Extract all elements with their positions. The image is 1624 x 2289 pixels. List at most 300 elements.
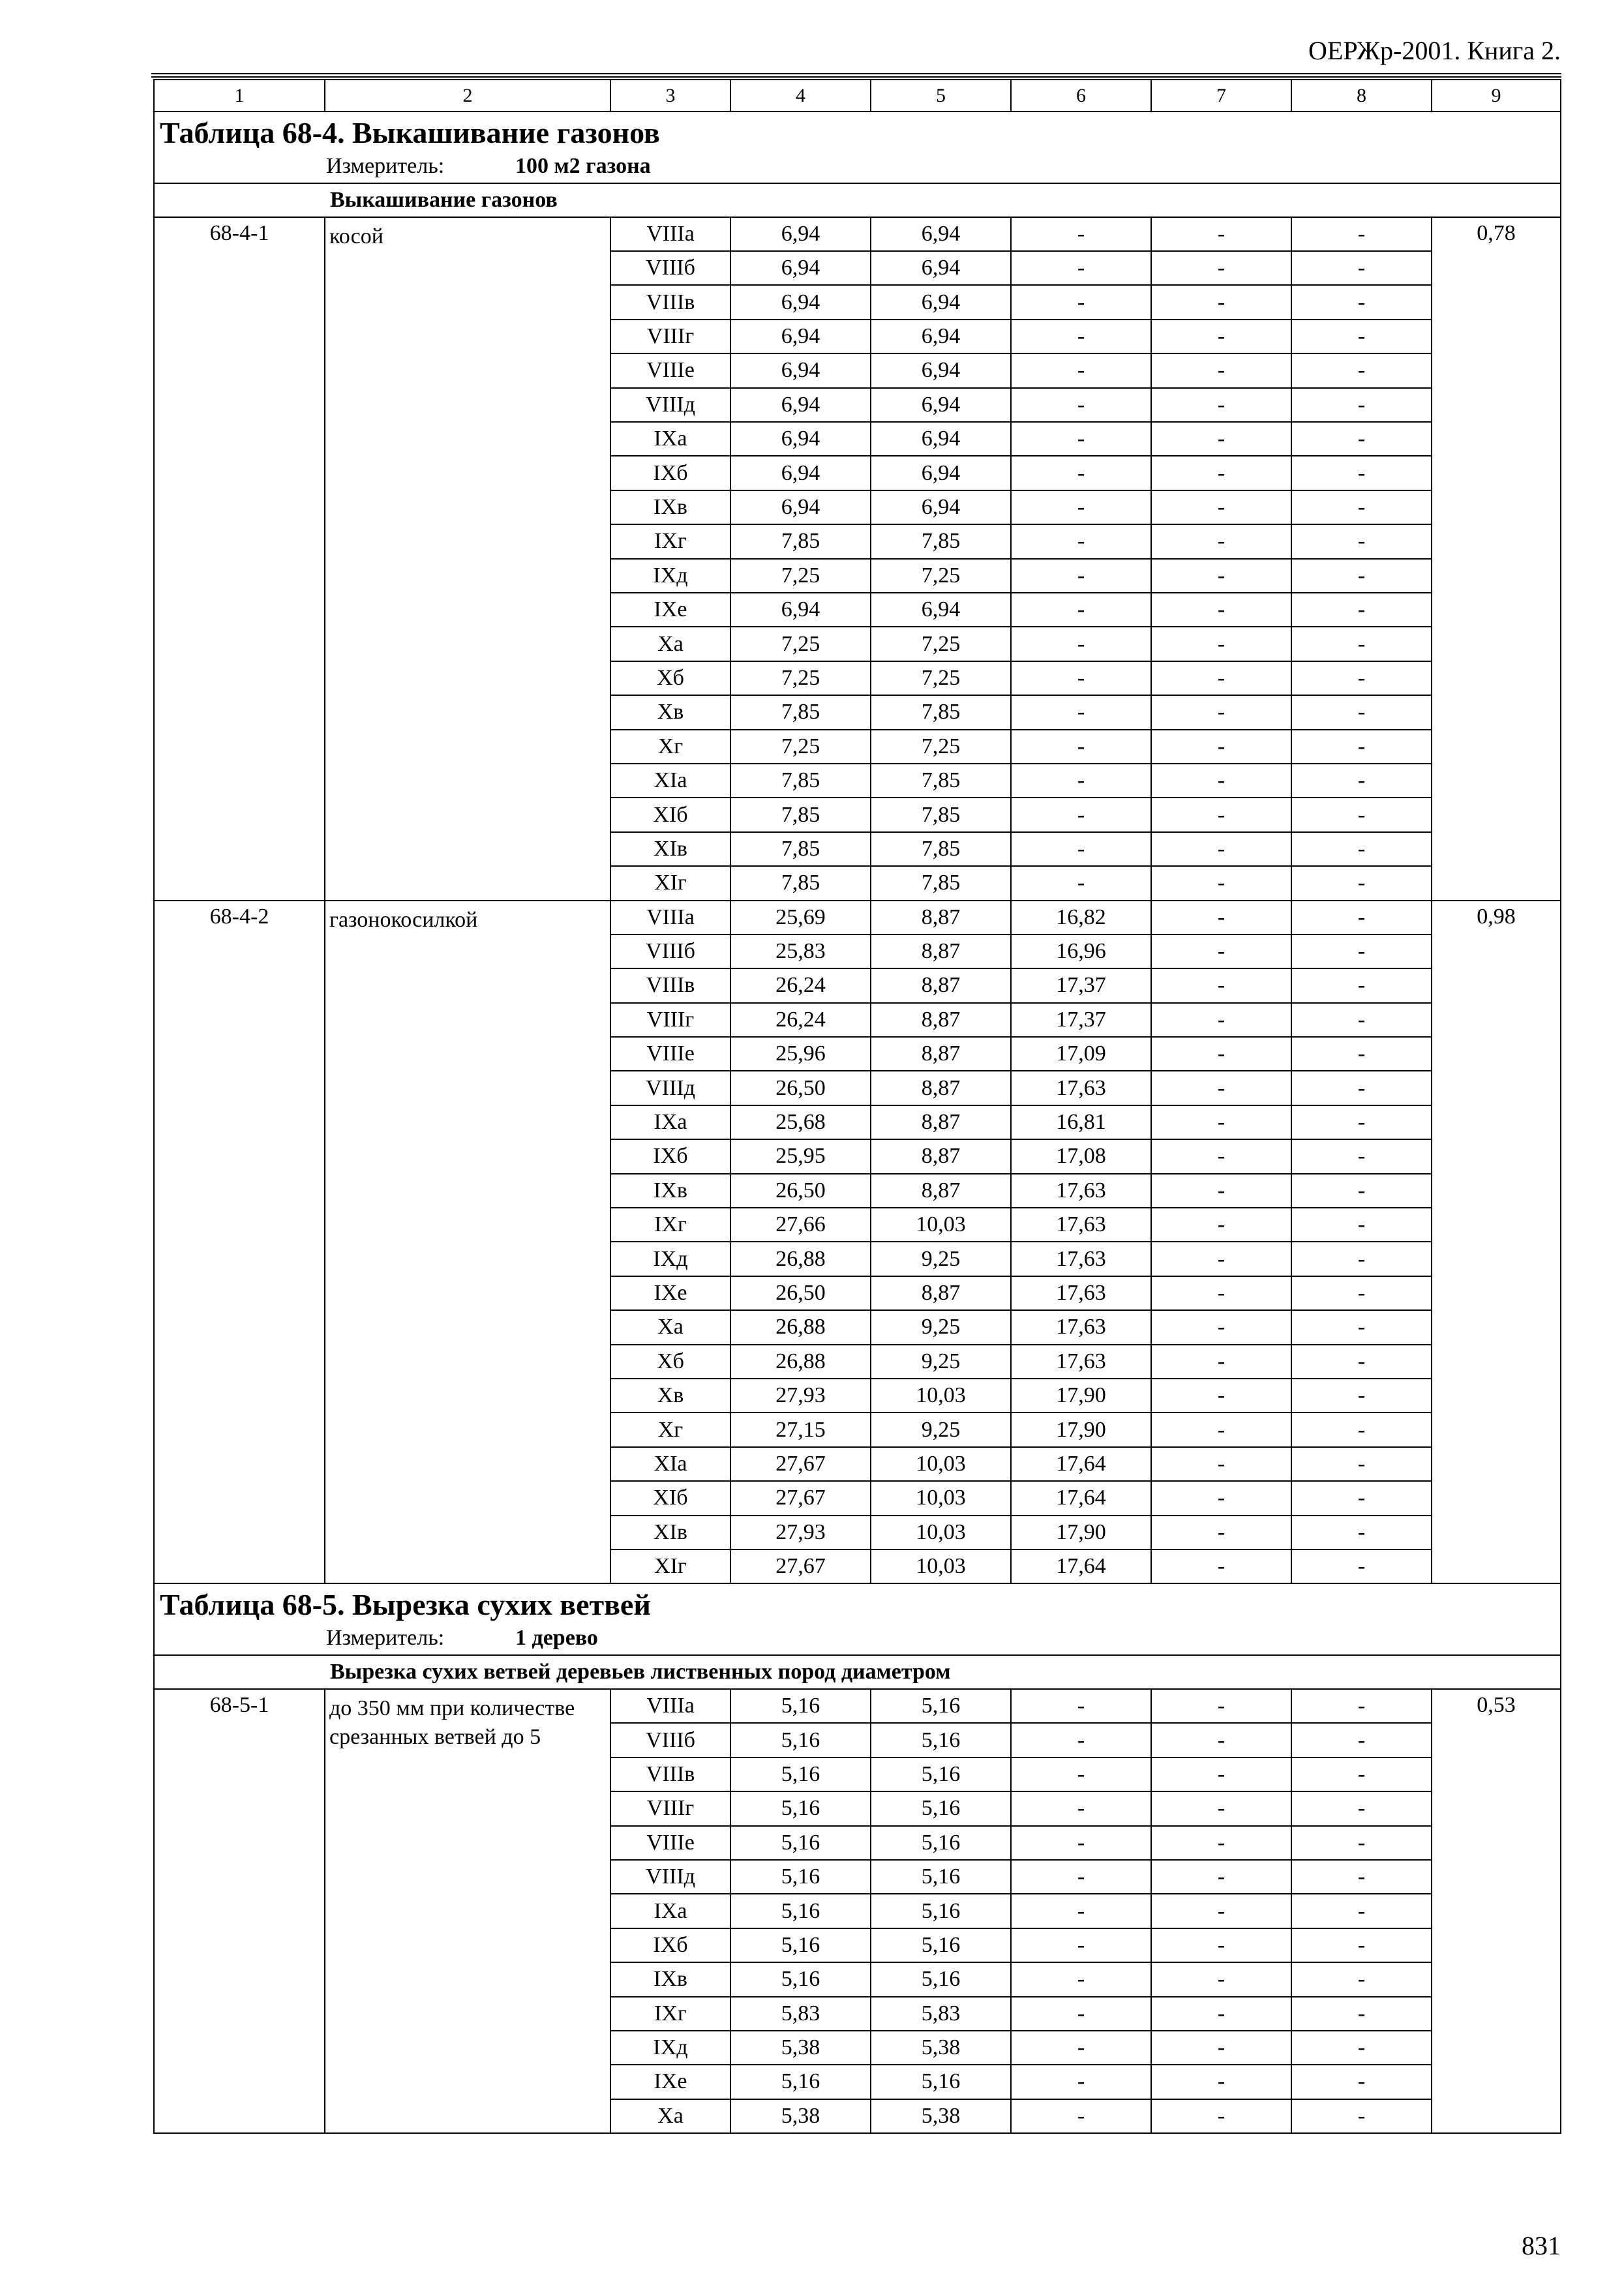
cell-col-4: 5,16: [730, 1928, 871, 1962]
cell-col-7: -: [1151, 1860, 1291, 1894]
cell-col-7: -: [1151, 1481, 1291, 1515]
cell-col-6: 17,63: [1011, 1345, 1151, 1379]
cell-col-8: -: [1291, 627, 1432, 661]
cell-col-7: -: [1151, 968, 1291, 1002]
cell-col-4: 27,15: [730, 1413, 871, 1446]
cell-col-7: -: [1151, 1105, 1291, 1139]
cell-col-7: -: [1151, 1928, 1291, 1962]
cell-col-5: 7,85: [871, 798, 1011, 831]
cell-col-6: -: [1011, 1791, 1151, 1825]
cell-col-4: 26,88: [730, 1242, 871, 1276]
cell-col-7: -: [1151, 1276, 1291, 1310]
table-title: Таблица 68-5. Вырезка сухих ветвей: [160, 1588, 651, 1622]
cell-col-5: 8,87: [871, 901, 1011, 935]
cell-col-8: -: [1291, 901, 1432, 935]
cell-col-7: -: [1151, 593, 1291, 627]
cell-col-3: IXг: [610, 524, 730, 558]
cell-col-5: 10,03: [871, 1447, 1011, 1481]
cell-col-7: -: [1151, 1997, 1291, 2031]
cell-col-5: 6,94: [871, 353, 1011, 387]
cell-col-5: 7,85: [871, 524, 1011, 558]
cell-col-8: -: [1291, 695, 1432, 729]
cell-col-5: 7,25: [871, 627, 1011, 661]
cell-col-4: 7,25: [730, 627, 871, 661]
table-row: [154, 217, 1561, 251]
cell-col-4: 6,94: [730, 285, 871, 319]
cell-col-7: -: [1151, 217, 1291, 251]
measurer-line: [326, 1625, 1555, 1652]
cell-col-6: 17,08: [1011, 1139, 1151, 1173]
cell-col-3: VIIIб: [610, 251, 730, 285]
cell-col-7: -: [1151, 1379, 1291, 1413]
cell-col-4: 27,67: [730, 1549, 871, 1583]
cell-col-7: -: [1151, 1003, 1291, 1037]
cell-col-7: -: [1151, 559, 1291, 593]
cell-col-6: -: [1011, 593, 1151, 627]
cell-col-6: 17,63: [1011, 1310, 1151, 1344]
cell-col-5: 6,94: [871, 251, 1011, 285]
cell-col-8: -: [1291, 1481, 1432, 1515]
cell-col-6: -: [1011, 422, 1151, 456]
cell-col-8: -: [1291, 559, 1432, 593]
cell-col-3: Xб: [610, 1345, 730, 1379]
cell-col-6: -: [1011, 559, 1151, 593]
cell-col-3: IXд: [610, 559, 730, 593]
cell-col-6: -: [1011, 1758, 1151, 1791]
cell-col-3: VIIIб: [610, 1723, 730, 1757]
cell-col-8: -: [1291, 1379, 1432, 1413]
cell-col-5: 5,16: [871, 1928, 1011, 1962]
col9-value: 0,53: [1432, 1689, 1561, 2133]
cell-col-5: 8,87: [871, 1037, 1011, 1071]
cell-col-6: -: [1011, 2065, 1151, 2099]
cell-col-4: 5,16: [730, 1723, 871, 1757]
cell-col-7: -: [1151, 1242, 1291, 1276]
cell-col-3: IXе: [610, 1276, 730, 1310]
cell-col-5: 5,16: [871, 1723, 1011, 1757]
col-number: 7: [1151, 80, 1291, 112]
cell-col-7: -: [1151, 1723, 1291, 1757]
cell-col-8: -: [1291, 1997, 1432, 2031]
cell-col-6: -: [1011, 1689, 1151, 1723]
cell-col-6: 17,63: [1011, 1276, 1151, 1310]
cell-col-7: -: [1151, 901, 1291, 935]
cell-col-6: 17,63: [1011, 1208, 1151, 1242]
norm-code: 68-4-2: [154, 901, 325, 1584]
cell-col-5: 8,87: [871, 1276, 1011, 1310]
cell-col-4: 25,83: [730, 935, 871, 968]
cell-col-3: Xб: [610, 661, 730, 695]
cell-col-7: -: [1151, 695, 1291, 729]
cell-col-4: 7,85: [730, 695, 871, 729]
cell-col-8: -: [1291, 422, 1432, 456]
cell-col-8: -: [1291, 1791, 1432, 1825]
cell-col-3: Xа: [610, 627, 730, 661]
cell-col-5: 5,38: [871, 2099, 1011, 2133]
cell-col-3: VIIIв: [610, 285, 730, 319]
cell-col-4: 25,68: [730, 1105, 871, 1139]
cell-col-6: -: [1011, 866, 1151, 900]
cell-col-4: 27,93: [730, 1516, 871, 1549]
cell-col-4: 7,85: [730, 524, 871, 558]
cell-col-5: 6,94: [871, 320, 1011, 353]
cell-col-6: 17,64: [1011, 1549, 1151, 1583]
cell-col-8: -: [1291, 2099, 1432, 2133]
cell-col-6: -: [1011, 1928, 1151, 1962]
cell-col-8: -: [1291, 968, 1432, 1002]
cell-col-5: 5,16: [871, 1860, 1011, 1894]
norm-code: 68-5-1: [154, 1689, 325, 2133]
cell-col-6: -: [1011, 764, 1151, 798]
cell-col-7: -: [1151, 285, 1291, 319]
cell-col-4: 25,96: [730, 1037, 871, 1071]
cell-col-5: 7,25: [871, 661, 1011, 695]
cell-col-7: -: [1151, 730, 1291, 764]
cell-col-5: 10,03: [871, 1516, 1011, 1549]
cell-col-4: 26,88: [730, 1310, 871, 1344]
cell-col-4: 27,93: [730, 1379, 871, 1413]
cell-col-5: 10,03: [871, 1549, 1011, 1583]
cell-col-6: 17,64: [1011, 1481, 1151, 1515]
cell-col-4: 6,94: [730, 251, 871, 285]
cell-col-5: 7,85: [871, 866, 1011, 900]
cell-col-8: -: [1291, 1723, 1432, 1757]
cell-col-8: -: [1291, 764, 1432, 798]
cell-col-8: -: [1291, 251, 1432, 285]
cell-col-4: 7,25: [730, 730, 871, 764]
cell-col-7: -: [1151, 1174, 1291, 1208]
cell-col-4: 7,25: [730, 661, 871, 695]
cell-col-4: 26,24: [730, 968, 871, 1002]
cell-col-8: -: [1291, 1139, 1432, 1173]
measurer-line: [326, 153, 1555, 180]
subheading-row: [154, 183, 1561, 217]
cell-col-3: Xа: [610, 1310, 730, 1344]
cell-col-7: -: [1151, 2031, 1291, 2065]
cell-col-4: 7,85: [730, 832, 871, 866]
cell-col-5: 8,87: [871, 1139, 1011, 1173]
cell-col-4: 26,24: [730, 1003, 871, 1037]
cell-col-6: 17,90: [1011, 1413, 1151, 1446]
measurer-label: Измеритель:: [326, 1626, 445, 1651]
cell-col-4: 6,94: [730, 217, 871, 251]
cell-col-3: VIIIв: [610, 1758, 730, 1791]
cell-col-3: Xг: [610, 730, 730, 764]
cell-col-7: -: [1151, 798, 1291, 831]
cell-col-3: Xв: [610, 695, 730, 729]
table-row: [154, 901, 1561, 935]
cell-col-7: -: [1151, 1758, 1291, 1791]
cell-col-6: -: [1011, 1962, 1151, 1996]
cell-col-5: 7,85: [871, 832, 1011, 866]
cell-col-6: -: [1011, 1860, 1151, 1894]
cell-col-4: 5,16: [730, 1689, 871, 1723]
cell-col-8: -: [1291, 1242, 1432, 1276]
cell-col-8: -: [1291, 1208, 1432, 1242]
cell-col-8: -: [1291, 1345, 1432, 1379]
header-rule-top: [151, 73, 1561, 74]
cell-col-3: IXд: [610, 1242, 730, 1276]
cell-col-3: Xг: [610, 1413, 730, 1446]
cell-col-4: 5,16: [730, 1860, 871, 1894]
cell-col-8: -: [1291, 1826, 1432, 1860]
cell-col-5: 5,16: [871, 1791, 1011, 1825]
cell-col-3: IXа: [610, 1894, 730, 1928]
cell-col-3: XIв: [610, 1516, 730, 1549]
cell-col-3: VIIIд: [610, 1071, 730, 1105]
cell-col-8: -: [1291, 217, 1432, 251]
cell-col-5: 8,87: [871, 968, 1011, 1002]
subheading-row: [154, 1655, 1561, 1689]
cell-col-7: -: [1151, 1310, 1291, 1344]
cell-col-4: 27,67: [730, 1481, 871, 1515]
cell-col-3: VIIIе: [610, 353, 730, 387]
cell-col-3: IXб: [610, 1139, 730, 1173]
cell-col-8: -: [1291, 456, 1432, 490]
cell-col-3: IXд: [610, 2031, 730, 2065]
cell-col-8: -: [1291, 524, 1432, 558]
cell-col-6: 17,90: [1011, 1379, 1151, 1413]
cell-col-7: -: [1151, 1037, 1291, 1071]
col-number: 8: [1291, 80, 1432, 112]
table-title-row: [154, 1583, 1561, 1655]
cell-col-4: 7,25: [730, 559, 871, 593]
cell-col-5: 6,94: [871, 285, 1011, 319]
cell-col-6: 17,63: [1011, 1242, 1151, 1276]
cell-col-8: -: [1291, 1516, 1432, 1549]
cell-col-7: -: [1151, 1071, 1291, 1105]
cell-col-7: -: [1151, 1413, 1291, 1446]
cell-col-6: -: [1011, 2099, 1151, 2133]
cell-col-8: -: [1291, 1413, 1432, 1446]
column-number-row: [154, 80, 1561, 112]
cell-col-5: 5,16: [871, 1826, 1011, 1860]
cell-col-7: -: [1151, 388, 1291, 422]
cell-col-5: 6,94: [871, 490, 1011, 524]
cell-col-6: -: [1011, 524, 1151, 558]
cell-col-4: 26,88: [730, 1345, 871, 1379]
col-number: 4: [730, 80, 871, 112]
cell-col-8: -: [1291, 1689, 1432, 1723]
cell-col-6: 17,64: [1011, 1447, 1151, 1481]
cell-col-7: -: [1151, 1689, 1291, 1723]
cell-col-3: IXе: [610, 593, 730, 627]
cell-col-8: -: [1291, 1105, 1432, 1139]
cell-col-4: 5,16: [730, 1791, 871, 1825]
cell-col-7: -: [1151, 251, 1291, 285]
cell-col-3: Xа: [610, 2099, 730, 2133]
cell-col-8: -: [1291, 1037, 1432, 1071]
cell-col-7: -: [1151, 2099, 1291, 2133]
cell-col-7: -: [1151, 1826, 1291, 1860]
cell-col-5: 10,03: [871, 1481, 1011, 1515]
table-title-cell: [154, 1583, 1561, 1655]
cell-col-3: VIIIг: [610, 320, 730, 353]
col-number: 3: [610, 80, 730, 112]
cell-col-6: -: [1011, 2031, 1151, 2065]
cell-col-7: -: [1151, 1139, 1291, 1173]
cell-col-8: -: [1291, 1174, 1432, 1208]
measurer-value: 100 м2 газона: [515, 153, 651, 178]
cell-col-7: -: [1151, 1447, 1291, 1481]
col-number: 1: [154, 80, 325, 112]
cell-col-6: -: [1011, 388, 1151, 422]
cell-col-6: -: [1011, 798, 1151, 831]
cell-col-5: 5,16: [871, 1689, 1011, 1723]
cell-col-4: 25,95: [730, 1139, 871, 1173]
cell-col-8: -: [1291, 1758, 1432, 1791]
cell-col-6: -: [1011, 695, 1151, 729]
cell-col-3: IXа: [610, 422, 730, 456]
cell-col-8: -: [1291, 1894, 1432, 1928]
cell-col-3: XIг: [610, 866, 730, 900]
cell-col-8: -: [1291, 285, 1432, 319]
cell-col-5: 10,03: [871, 1208, 1011, 1242]
cell-col-8: -: [1291, 935, 1432, 968]
cell-col-3: IXг: [610, 1208, 730, 1242]
cell-col-8: -: [1291, 490, 1432, 524]
cell-col-6: -: [1011, 730, 1151, 764]
cell-col-4: 6,94: [730, 353, 871, 387]
cell-col-6: -: [1011, 627, 1151, 661]
cell-col-8: -: [1291, 1071, 1432, 1105]
cell-col-4: 5,16: [730, 1826, 871, 1860]
cell-col-6: -: [1011, 251, 1151, 285]
cell-col-6: -: [1011, 832, 1151, 866]
cell-col-4: 6,94: [730, 422, 871, 456]
cell-col-5: 8,87: [871, 1105, 1011, 1139]
col-number: 6: [1011, 80, 1151, 112]
cell-col-3: IXг: [610, 1997, 730, 2031]
page-number: 831: [1522, 2231, 1561, 2260]
cell-col-7: -: [1151, 456, 1291, 490]
cell-col-7: -: [1151, 490, 1291, 524]
cell-col-5: 6,94: [871, 456, 1011, 490]
cell-col-6: 17,63: [1011, 1174, 1151, 1208]
cell-col-6: 17,37: [1011, 1003, 1151, 1037]
cell-col-3: IXе: [610, 2065, 730, 2099]
cell-col-6: -: [1011, 285, 1151, 319]
cell-col-4: 5,38: [730, 2031, 871, 2065]
cell-col-6: -: [1011, 217, 1151, 251]
cell-col-4: 5,38: [730, 2099, 871, 2133]
cell-col-3: VIIIа: [610, 217, 730, 251]
cell-col-3: IXа: [610, 1105, 730, 1139]
header-rule-bottom: [151, 76, 1561, 78]
subheading: Вырезка сухих ветвей деревьев лиственных пород диаметром: [154, 1655, 1561, 1689]
col9-value: 0,98: [1432, 901, 1561, 1584]
cell-col-3: XIв: [610, 832, 730, 866]
cell-col-8: -: [1291, 2031, 1432, 2065]
page-header: ОЕРЖр-2001. Книга 2.: [1308, 36, 1561, 65]
cell-col-6: -: [1011, 661, 1151, 695]
cell-col-7: -: [1151, 661, 1291, 695]
cell-col-5: 7,25: [871, 559, 1011, 593]
cell-col-4: 26,50: [730, 1071, 871, 1105]
cell-col-5: 5,16: [871, 1962, 1011, 1996]
col-number: 5: [871, 80, 1011, 112]
cell-col-5: 8,87: [871, 1071, 1011, 1105]
cell-col-3: Xв: [610, 1379, 730, 1413]
cell-col-6: -: [1011, 1997, 1151, 2031]
cell-col-5: 5,83: [871, 1997, 1011, 2031]
cell-col-6: 17,09: [1011, 1037, 1151, 1071]
cell-col-8: -: [1291, 2065, 1432, 2099]
work-name: газонокосилкой: [325, 901, 610, 1584]
cell-col-5: 9,25: [871, 1242, 1011, 1276]
cell-col-4: 6,94: [730, 593, 871, 627]
cell-col-8: -: [1291, 388, 1432, 422]
cell-col-8: -: [1291, 593, 1432, 627]
cell-col-6: -: [1011, 1723, 1151, 1757]
cell-col-5: 7,25: [871, 730, 1011, 764]
cell-col-7: -: [1151, 866, 1291, 900]
cell-col-4: 25,69: [730, 901, 871, 935]
cell-col-3: VIIIв: [610, 968, 730, 1002]
cell-col-5: 10,03: [871, 1379, 1011, 1413]
cell-col-8: -: [1291, 1276, 1432, 1310]
cell-col-3: VIIIб: [610, 935, 730, 968]
cell-col-4: 6,94: [730, 456, 871, 490]
cell-col-7: -: [1151, 422, 1291, 456]
table-title-row: [154, 112, 1561, 183]
cell-col-8: -: [1291, 661, 1432, 695]
cell-col-5: 5,16: [871, 1894, 1011, 1928]
cell-col-6: 17,63: [1011, 1071, 1151, 1105]
cell-col-4: 5,16: [730, 1758, 871, 1791]
cell-col-7: -: [1151, 764, 1291, 798]
cell-col-5: 6,94: [871, 388, 1011, 422]
cell-col-5: 6,94: [871, 593, 1011, 627]
norm-code: 68-4-1: [154, 217, 325, 901]
subheading: Выкашивание газонов: [154, 183, 1561, 217]
cell-col-3: IXб: [610, 1928, 730, 1962]
cell-col-4: 6,94: [730, 388, 871, 422]
cell-col-4: 7,85: [730, 866, 871, 900]
work-name: до 350 мм при количестве срезанных ветвей до 5: [325, 1689, 610, 2133]
table-row: [154, 1689, 1561, 1723]
work-name: косой: [325, 217, 610, 901]
cell-col-6: 16,81: [1011, 1105, 1151, 1139]
cell-col-5: 6,94: [871, 217, 1011, 251]
cell-col-7: -: [1151, 832, 1291, 866]
cell-col-8: -: [1291, 866, 1432, 900]
cell-col-7: -: [1151, 627, 1291, 661]
table-title: Таблица 68-4. Выкашивание газонов: [160, 116, 660, 149]
cell-col-7: -: [1151, 1208, 1291, 1242]
cell-col-7: -: [1151, 524, 1291, 558]
cell-col-4: 26,50: [730, 1276, 871, 1310]
cell-col-5: 5,16: [871, 2065, 1011, 2099]
col-number: 2: [325, 80, 610, 112]
cell-col-8: -: [1291, 730, 1432, 764]
cell-col-8: -: [1291, 1447, 1432, 1481]
cell-col-8: -: [1291, 832, 1432, 866]
cell-col-4: 6,94: [730, 490, 871, 524]
cell-col-3: XIб: [610, 798, 730, 831]
cell-col-8: -: [1291, 1928, 1432, 1962]
cell-col-6: 16,82: [1011, 901, 1151, 935]
cell-col-5: 8,87: [871, 1174, 1011, 1208]
cell-col-4: 7,85: [730, 764, 871, 798]
cell-col-4: 5,83: [730, 1997, 871, 2031]
cell-col-5: 7,85: [871, 764, 1011, 798]
cell-col-8: -: [1291, 1962, 1432, 1996]
cell-col-8: -: [1291, 320, 1432, 353]
measurer-label: Измеритель:: [326, 153, 445, 178]
cell-col-3: VIIIд: [610, 388, 730, 422]
cell-col-8: -: [1291, 1003, 1432, 1037]
